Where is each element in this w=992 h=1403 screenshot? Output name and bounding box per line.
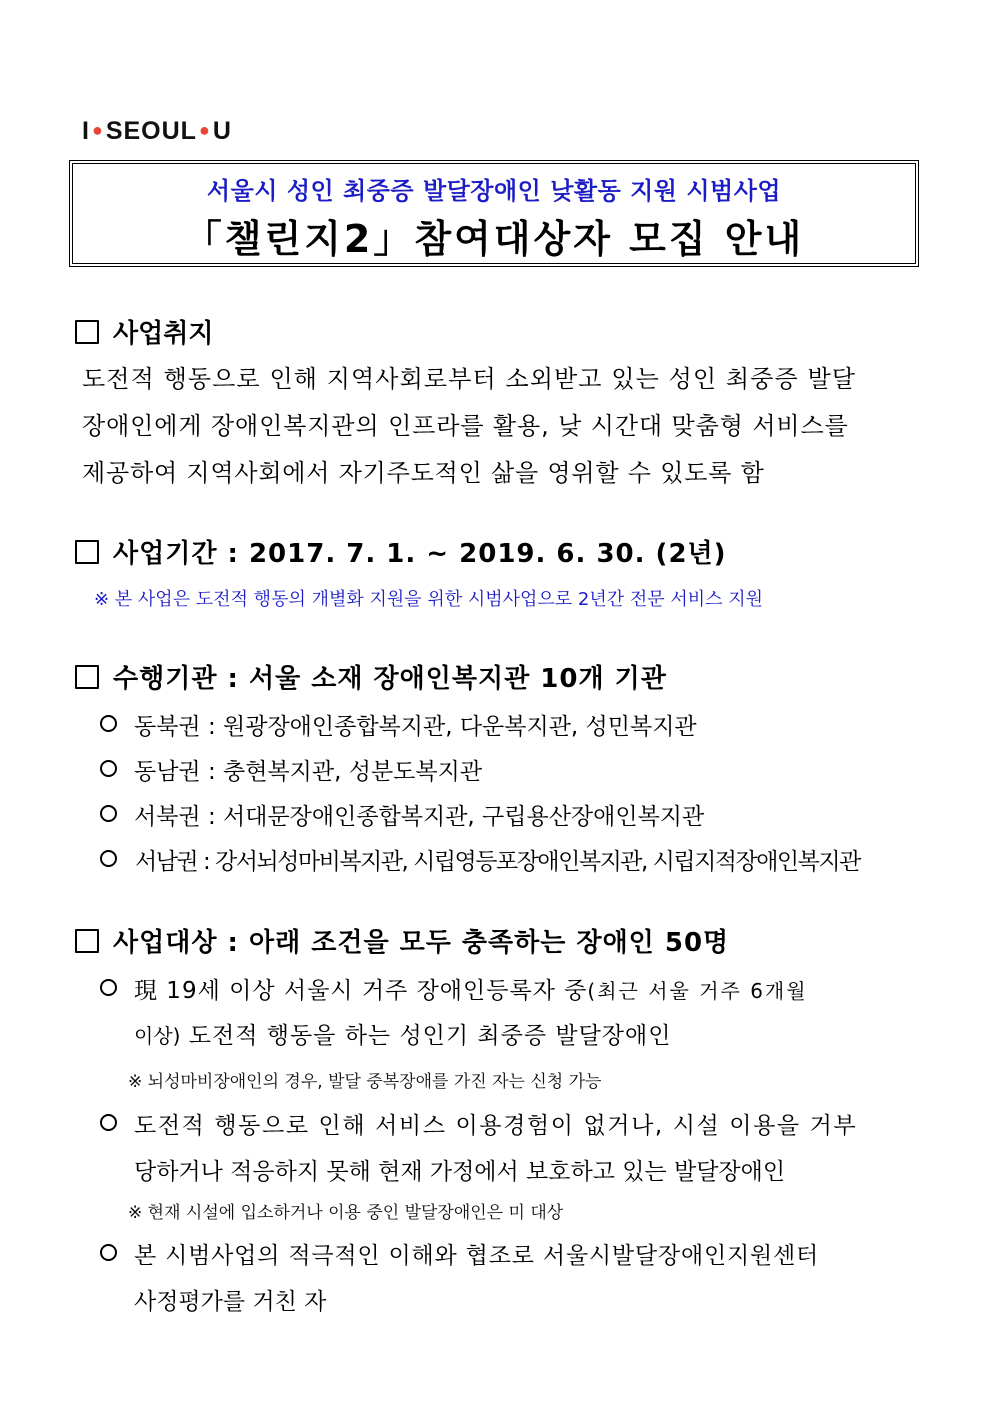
purpose-line: 제공하여 지역사회에서 자기주도적인 삶을 영위할 수 있도록 함 [82,459,765,487]
checkbox-square-icon [75,320,99,344]
target-note: ※ 현재 시설에 입소하거나 이용 중인 발달장애인은 미 대상 [128,1203,564,1223]
checkbox-square-icon [75,929,99,953]
agency-item: 동북권 : 원광장애인종합복지관, 다운복지관, 성민복지관 [100,708,697,741]
title-main: 「챌린지2」참여대상자 모집 안내 [183,217,805,261]
purpose-line: 장애인에게 장애인복지관의 인프라를 활용, 낮 시간대 맞춤형 서비스를 [82,412,849,440]
title-subtitle: 서울시 성인 최중증 발달장애인 낮활동 지원 시범사업 [206,177,782,205]
target-item: 본 시범사업의 적극적인 이해와 협조로 서울시발달장애인지원센터 [100,1237,819,1270]
logo-text-seoul: SEOUL [105,117,197,145]
logo-dot-icon: ● [91,120,104,140]
logo-dot-icon: ● [198,120,211,140]
agency-item: 서남권 : 강서뇌성마비복지관, 시립영등포장애인복지관, 시립지적장애인복지관 [100,843,860,876]
circle-bullet-icon [100,1114,117,1131]
purpose-paragraph [82,356,910,497]
section-target-heading: 사업대상 : 아래 조건을 모두 충족하는 장애인 50명 [72,922,729,959]
checkbox-square-icon [75,665,99,689]
circle-bullet-icon [100,715,117,732]
target-item-continuation: 당하거나 적응하지 못해 현재 가정에서 보호하고 있는 발달장애인 [134,1159,786,1185]
target-item: 도전적 행동으로 인해 서비스 이용경험이 없거나, 시설 이용을 거부 [100,1107,857,1140]
section-purpose-heading: 사업취지 [72,313,213,350]
purpose-line: 도전적 행동으로 인해 지역사회로부터 소외받고 있는 성인 최중증 발달 [82,365,857,393]
target-item-continuation: 사정평가를 거친 자 [134,1289,327,1315]
period-note: ※ 본 사업은 도전적 행동의 개별화 지원을 위한 시범사업으로 2년간 전문 서비스 지원 [94,589,763,610]
target-note: ※ 뇌성마비장애인의 경우, 발달 중복장애를 가진 자는 신청 가능 [128,1072,602,1092]
section-agencies-heading: 수행기관 : 서울 소재 장애인복지관 10개 기관 [72,658,667,695]
target-item: 現 19세 이상 서울시 거주 장애인등록자 중(최근 서울 거주 6개월 [100,972,808,1005]
checkbox-square-icon [75,540,99,564]
circle-bullet-icon [100,979,117,996]
circle-bullet-icon [100,760,117,777]
logo-text-u: U [212,117,232,145]
logo-text-i: I [82,117,90,145]
seoul-logo [82,117,232,146]
agency-item: 동남권 : 충현복지관, 성분도복지관 [100,753,482,786]
circle-bullet-icon [100,850,117,867]
target-item-continuation: 이상) 도전적 행동을 하는 성인기 최중증 발달장애인 [134,1023,672,1049]
title-box [72,163,916,264]
circle-bullet-icon [100,1244,117,1261]
circle-bullet-icon [100,805,117,822]
section-period-heading: 사업기간 : 2017. 7. 1. ~ 2019. 6. 30. (2년) [72,533,727,570]
agency-item: 서북권 : 서대문장애인종합복지관, 구립용산장애인복지관 [100,798,704,831]
